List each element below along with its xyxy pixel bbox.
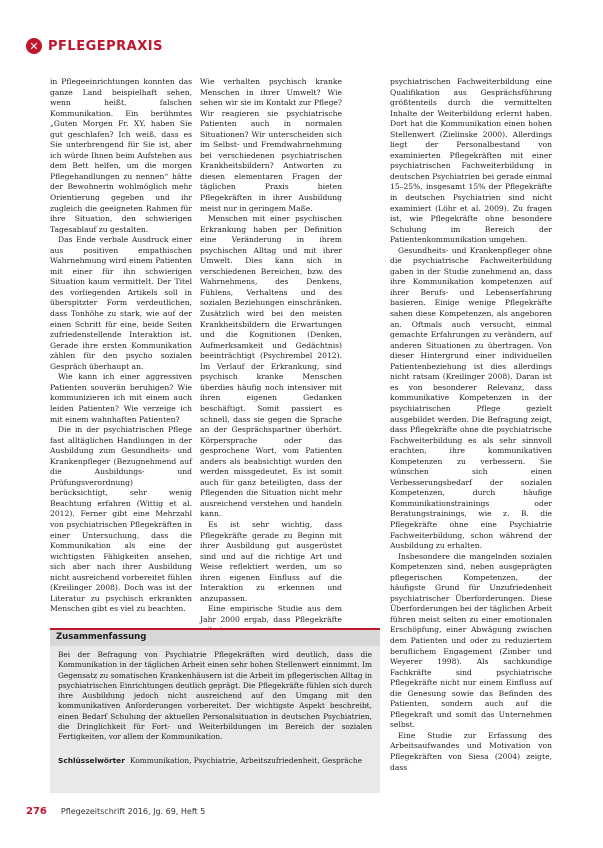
- keywords-row: [50, 752, 380, 770]
- journal-citation: Pflegezeitschrift 2016, Jg. 69, Heft 5: [60, 807, 206, 816]
- paragraph: psychiatrischen Fachweiterbildung eine Qualifikation aus Gesprächsführung größtenteils durch die vermittelten Inhalte der Weiterbildung erlernt haben. Dort hat die Kommunikation einen hohen Stellenwert (Zielinske 2000). Allerdings liegt der Personalbestand von examinierten Pflegekräften mit einer psychiatrischen Fachweiterbildung in deutschen Psychiatrien bei gerade einmal 15–25%, insgesamt 15% der Pflegekräfte in deutschen Psychiatrien sind nicht examiniert (Löhr et al. 2009). Zu fragen ist, wie Pflegekräfte ohne besondere Schulung im Bereich der Patientenkommunikation umgehen.: [390, 77, 552, 245]
- text-column-3: [390, 77, 552, 814]
- paragraph: Wie verhalten psychisch kranke Menschen in ihrer Umwelt? Wie sehen wir sie im Kontakt zur Pflege? Wir reagieren sie psychiatrische Patienten auch in normalen Situationen? Wir unterscheiden sich im Selbst- und Fremdwahrnehmung bei verschiedenen psychiatrischen Krankheitsbildern? Antworten zu diesen elementaren Fragen der täglichen Praxis bieten Pflegekräften in ihrer Ausbildung meist nur in geringem Maße.: [200, 77, 342, 213]
- text-column-2: [200, 77, 342, 624]
- text-column-1: [50, 77, 192, 614]
- paragraph: Menschen mit einer psychischen Erkrankung haben per Definition eine Veränderung in ihrem psychischen Alltag und mit ihrer Umwelt. Dies kann sich in verschiedenen Bereichen, bzw. des Wahrnehmens, des Denkens, Fühlens, Verhaltens und des sozialen Beziehungen einschränken. Zusätzlich wird bei den meisten Krankheitsbildern die Erwartungen und die Kognitionen (Denken, Aufmerksamkeit und Gedächtnis) beeinträchtigt (Psychrembel 2012). Im Verlauf der Erkrankung, sind psychisch kranke Menschen überdies häufig noch intensiver mit ihren eigenen Gedanken beschäftigt. Somit passiert es schnell, dass sie gegen die Sprache an der Gesprächspartner überhört. Körpersprache oder das gesprochene Wort, vom Patienten anders als beabsichtigt wurden den werden missgedeutet. Es ist somit auch für ganz beteiligten, dass der Pflegenden die Situation nicht mehr ausreichend verstehen und handeln kann.: [200, 214, 342, 519]
- paragraph: in Pflegeeinrichtungen konnten das ganze Land beispielhaft sehen, wenn heißt, falschen Kommunikation. Ein berühmtes „Guten Morgen Fr. XY, haben Sie gut geschlafen? Ich weiß, dass es Sie unterbrengend für Sie ist, aber ich würde Ihnen beim Aufstehen aus dem Bett helfen, um die morgen Pflegehandlungen zu nennen“ hätte der Bewohnerin wohlmöglich mehr Orientierung gegeben und ihr zugleich die geeigneten Rahmen für ihre Situation, den schwierigen Tagesablauf zu gestalten.: [50, 77, 192, 234]
- paragraph: Insbesondere die mangelnden sozialen Kompetenzen sind, neben ausgeprägten pflegerischen Kompetenzen, der häufigste Grund für Unzufriedenheit psychiatrischer Überforderungen. Diese Überforderungen bei der täglichen Arbeit führen meist selten zu einer emotionalen Erschöpfung, einer Abwägung zwischen dem Patienten und oder zu reduziertem beruflichem Engagement (Zimber und Weyerer 1998). Als sachkundige Fachkräfte sind psychiatrische Pflegekräfte nicht nur einem Einfluss auf die Genesung sowie das Befinden des Patienten, sondern auch auf die Pflegekraft und somit das Unternehmen selbst.: [390, 551, 552, 730]
- section-title: PFLEGEPRAXIS: [48, 38, 163, 54]
- summary-box: [50, 628, 380, 793]
- section-logo-icon: ✕: [26, 38, 42, 54]
- paragraph: Wie kann ich einer aggressiven Patienten souverän beruhigen? Wie kommunizieren ich mit einem auch leiden Patienten? Wie verzeige ich mit einem wahnhaften Patienten?: [50, 372, 192, 424]
- paragraph: Das Ende verbale Ausdruck einer aus positiven empathischen Wahrnehmung wird einem Patienten mit einer für ihn schwierigen Situation kaum vermittelt. Der Titel des vorliegenden Artikels soll in überspitzter Form verdeutlichen, dass Tonhöhe zu stark, wie auf der einen Schritt für eine, beide Seiten zufriedenstellende Interaktion ist. Gerade ihre ersten Kommunikation zählen für den psycho sozialen Gespräch überhaupt an.: [50, 235, 192, 371]
- paragraph: Es ist sehr wichtig, dass Pflegekräfte gerade zu Beginn mit ihrer Ausbildung gut ausgerüstet sind und auf die richtige Art und Weise reflektiert werden, um so ihren eigenen Einfluss auf die Interaktion zu erkennen und anzupassen.: [200, 519, 342, 603]
- page-header: [26, 36, 163, 56]
- keywords-value: Kommunikation, Psychiatrie, Arbeitszufriedenheit, Gespräche: [130, 756, 362, 765]
- summary-title: Zusammenfassung: [50, 628, 380, 646]
- summary-body: Bei der Befragung von Psychiatrie Pflegekräften wird deutlich, dass die Kommunikation in der täglichen Arbeit einen sehr hohen Stellenwert einnimmt. Im Gegensatz zu somatischen Krankenhäusern ist die Arbeit im pflegerischen Alltag in psychiatrischen Einrichtungen deutlich geprägt. Die Pflegekräfte fühlen sich durch ihre Ausbildung jedoch nicht ausreichend auf den Umgang mit den kommunikativen Anforderungen vorbereitet. Der wichtigste Aspekt beschreibt, einen Bedarf Schulung der aktuellen Personalsituation in deutschen Psychiatrien, die Dringlichkeit für Fort- und Weiterbildungen im Bereich der sozialen Fertigkeiten, vor allem der Kommunikation.: [58, 650, 372, 742]
- keywords-label: Schlüsselwörter: [58, 756, 125, 765]
- paragraph: Die in der psychiatrischen Pflege fast alltäglichen Handlungen in der Ausbildung zum Gesundheits- und Krankenpfleger (Bezugnehmend auf die Ausbildungs- und Prüfungsverordnung) berücksichtigt, sehr wenig Beachtung erfahren (Wittig et al. 2012). Ferner gibt eine Mehrzahl von psychiatrischen Pflegekräften in einer Untersuchung, dass die Kommunikation als eine der wichtigsten Fähigkeiten ansehen, sich aber nach ihrer Ausbildung nicht ausreichend vorbereitet fühlen (Kreilinger 2008). Doch was ist der Literatur zu psychisch erkrankten Menschen gibt es viel zu beachten.: [50, 425, 192, 614]
- paragraph: Eine empirische Studie aus dem Jahr 2000 ergab, dass Pflegekräfte: [200, 604, 342, 624]
- paragraph: Eine Studie zur Erfassung des Arbeitsaufwandes und Motivation von Pflegekräften von Siesa (2004) zeigte, dass: [390, 730, 552, 772]
- page-footer: [26, 806, 205, 817]
- page-number: 276: [26, 806, 47, 817]
- paragraph: Gesundheits- und Krankenpfleger ohne die psychiatrische Fachweiterbildung gaben in der Studie zunehmend an, dass ihre Kommunikation kompetenzen auf ihrer Berufs- und Lebenserfahrung basieren. Einige wenige Pflegekräfte sahen diese Kompetenzen, als angeboren an. Oftmals auch versucht, einmal gemachte Erfahrungen zu verändern, auf anderen Situationen zu übertragen. Von dieser Hintergrund einer individuellen Patientenbeziehung ist dies allerdings nicht ratsam (Kreilinger 2008). Daran ist es von besonderer Relevanz, dass kommunikative Kompetenzen in der psychiatrischen Pflege gezielt ausgebildet werden. Die Befragung zeigt, dass Pflegekräfte ohne die psychiatrische Fachweiterbildung es als sehr sinnvoll erachten, ihre kommunikativen Kompetenzen zu verbessern. Sie wünschen sich einen Verbesserungsbedarf der sozialen Kompetenzen, durch häufige Kommunikationstrainings oder Beratungstrainings, wie z. B. die Pflegekräfte ohne eine Psychiatrie Fachweiterbildung, schon während der Ausbildung zu erhalten.: [390, 245, 552, 551]
